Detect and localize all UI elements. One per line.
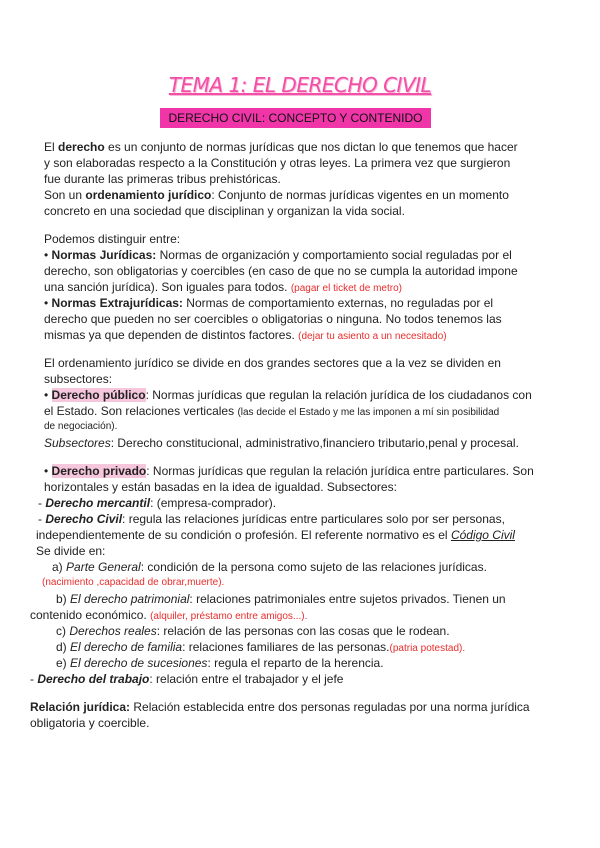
example-note: (pagar el ticket de metro) bbox=[290, 283, 402, 294]
derecho-civil-line-3: Se divide en: bbox=[36, 544, 106, 558]
normas-extrajuridicas-line-1: • Normas Extrajurídicas: Normas de comportamiento externas, no reguladas por el bbox=[44, 296, 494, 310]
normas-extrajuridicas-line-2: derecho que pueden no ser coercibles o obligatorias o ninguna. No todos tenemos las bbox=[44, 312, 502, 326]
derecho-publico-line-3: de negociación). bbox=[44, 421, 118, 432]
derecho-civil-line-1: - Derecho Civil: regula las relaciones jurídicas entre particulares solo por ser personas, bbox=[38, 512, 505, 526]
parte-general-note: (nacimiento ,capacidad de obrar,muerte). bbox=[42, 577, 225, 588]
derecho-mercantil: - Derecho mercantil: (empresa-comprador). bbox=[38, 496, 277, 510]
derecho-publico-line-2: el Estado. Son relaciones verticales (las decide el Estado y me las imponen a mí sin posibilidad bbox=[44, 404, 500, 418]
normas-juridicas-line-1: • Normas Jurídicas: Normas de organización y comportamiento social reguladas por el bbox=[44, 248, 512, 262]
parte-general: a) Parte General: condición de la persona como sujeto de las relaciones jurídicas. bbox=[52, 560, 487, 574]
derecho-privado-line-2: horizontales y están basadas en la idea de igualdad. Subsectores: bbox=[44, 480, 397, 494]
intro-line-2: y son elaboradas respecto a la Constitución y otras leyes. La primera vez que surgieron bbox=[44, 156, 511, 170]
intro-line-4: Son un ordenamiento jurídico: Conjunto de normas jurídicas vigentes en un momento bbox=[44, 188, 509, 202]
derecho-patrimonial-line-2: contenido económico. (alquiler, préstamo entre amigos...). bbox=[30, 608, 308, 622]
normas-extrajuridicas-line-3: mismas ya que dependen de distintos factores. (dejar tu asiento a un necesitado) bbox=[44, 328, 447, 342]
subsectores-publico: Subsectores: Derecho constitucional, administrativo,financiero tributario,penal y procesal. bbox=[44, 436, 519, 450]
derecho-sucesiones: e) El derecho de sucesiones: regula el reparto de la herencia. bbox=[56, 656, 384, 670]
normas-intro: Podemos distinguir entre: bbox=[44, 232, 181, 246]
example-note: (alquiler, préstamo entre amigos...). bbox=[150, 611, 308, 622]
example-note: (patria potestad). bbox=[389, 643, 466, 654]
derecho-patrimonial-line-1: b) El derecho patrimonial: relaciones patrimoniales entre sujetos privados. Tienen un bbox=[56, 592, 506, 606]
normas-juridicas-line-2: derecho, son obligatorias y coercibles (en caso de que no se cumpla la autoridad impone bbox=[44, 264, 518, 278]
intro-line-1: El derecho es un conjunto de normas jurídicas que nos dictan lo que tenemos que hacer bbox=[44, 140, 518, 154]
derecho-familia: d) El derecho de familia: relaciones familiares de las personas.(patria potestad). bbox=[56, 640, 466, 654]
ordenamiento-line-1: El ordenamiento jurídico se divide en dos grandes sectores que a la vez se dividen en bbox=[44, 356, 501, 370]
derechos-reales: c) Derechos reales: relación de las personas con las cosas que le rodean. bbox=[56, 624, 450, 638]
derecho-publico-line-1: • Derecho público: Normas jurídicas que regulan la relación jurídica de los ciudadanos con bbox=[44, 388, 532, 402]
example-note: (dejar tu asiento a un necesitado) bbox=[298, 331, 447, 342]
intro-line-3: fue durante las primeras tribus prehistóricas. bbox=[44, 172, 281, 186]
section-heading: DERECHO CIVIL: CONCEPTO Y CONTENIDO bbox=[160, 108, 431, 128]
normas-juridicas-line-3: una sanción jurídica). Son iguales para todos. (pagar el ticket de metro) bbox=[44, 280, 402, 294]
derecho-trabajo: - Derecho del trabajo: relación entre el trabajador y el jefe bbox=[30, 672, 344, 686]
relacion-juridica-line-1: Relación jurídica: Relación establecida entre dos personas reguladas por una norma jurídica bbox=[30, 700, 530, 714]
relacion-juridica-line-2: obligatoria y coercible. bbox=[30, 716, 150, 730]
derecho-civil-line-2: independientemente de su condición o profesión. El referente normativo es el Código Civil bbox=[36, 528, 515, 542]
page-title: TEMA 1: EL DERECHO CIVIL bbox=[168, 73, 432, 97]
intro-line-5: concreto en una sociedad que disciplinan y organizan la vida social. bbox=[44, 204, 405, 218]
derecho-privado-line-1: • Derecho privado: Normas jurídicas que regulan la relación jurídica entre particulares. Son bbox=[44, 464, 534, 478]
ordenamiento-line-2: subsectores: bbox=[44, 372, 113, 386]
